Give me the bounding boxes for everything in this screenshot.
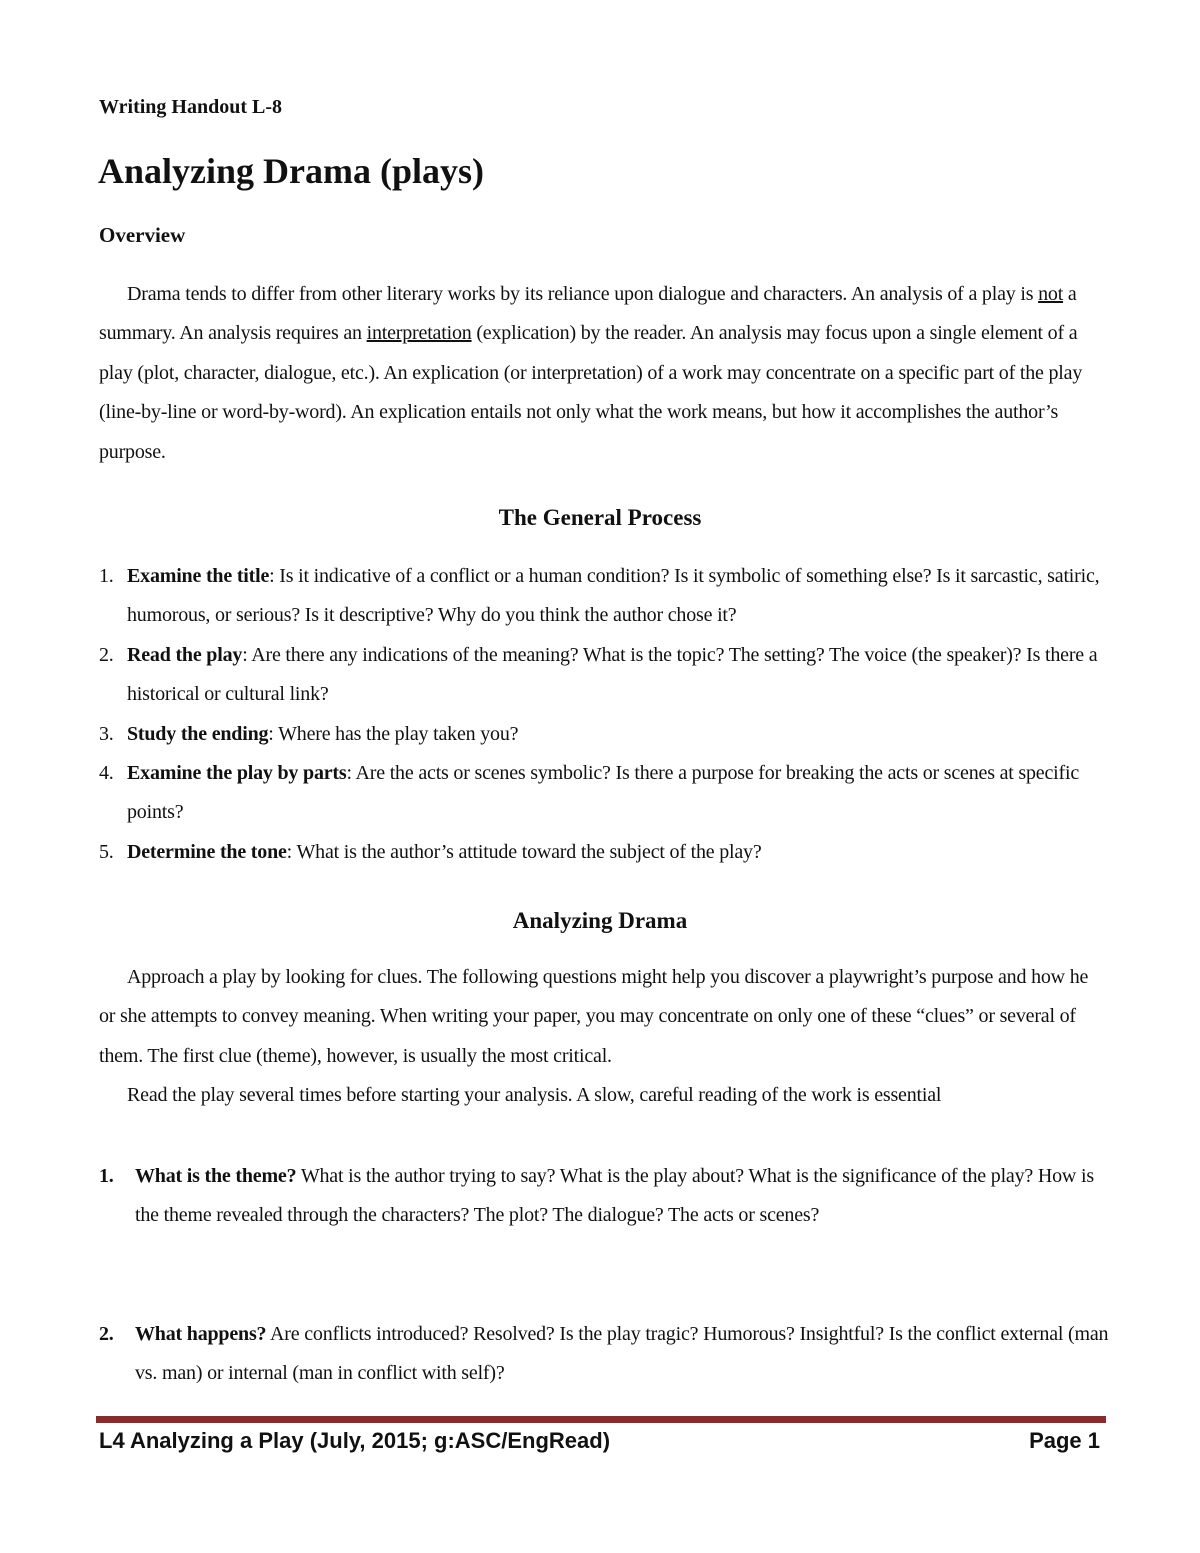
list-item-text: : Where has the play taken you? — [268, 722, 519, 745]
handout-label: Writing Handout L-8 — [99, 96, 282, 118]
list-item-text: : What is the author’s attitude toward the subject of the play? — [286, 840, 762, 863]
list-item: 5. Determine the tone: What is the author’s attitude toward the subject of the play? — [99, 840, 762, 863]
question-text: Are conflicts introduced? Resolved? Is the play tragic? Humorous? Insightful? Is the conflict external (man vs. man) or internal (man in conflict with self)? — [135, 1323, 1109, 1385]
list-item-label: Determine the tone — [127, 840, 287, 863]
question-label: What is the theme? — [135, 1165, 297, 1187]
overview-text-c: (explication) by the reader. An analysis may focus upon a single element of a play (plot, character, dialogue, etc.). An explication (or interpretation) of a work may concentrate on a specific part of the play (line-by-line or word-by-word). An explication entails not only what the work means, but how it accomplishes the author’s purpose. — [99, 322, 1083, 463]
analyzing-drama-heading: Analyzing Drama — [512, 908, 688, 933]
list-item-label: Study the ending — [127, 722, 269, 745]
analysis-question-list — [99, 1315, 1109, 1394]
list-item-label: Examine the title — [127, 565, 270, 587]
underlined-interpretation: interpretation — [366, 322, 472, 345]
reading-paragraph: Read the play several times before starting your analysis. A slow, careful reading of the work is essential — [127, 1084, 942, 1106]
list-item-text: : Are there any indications of the meaning? What is the topic? The setting? The voice (the speaker)? Is there a historical or cultural link? — [127, 643, 1098, 706]
general-process-heading: The General Process — [498, 505, 702, 530]
footer-rule — [96, 1416, 1106, 1423]
page-number: Page 1 — [1029, 1428, 1100, 1453]
list-item: 2. What happens? Are conflicts introduced? Resolved? Is the play tragic? Humorous? Insightful? Is the conflict external (man vs. man) or internal (man in conflict with self)? — [99, 1323, 1109, 1385]
analyzing-paragraph: Approach a play by looking for clues. The following questions might help you discover a playwright’s purpose and how he or she attempts to convey meaning. When writing your paper, you may concentrate on only one of these “clues” or several of them. The first clue (theme), however, is usually the most critical. — [99, 966, 1089, 1067]
list-item-label: Read the play — [127, 643, 243, 666]
list-item: 2. Read the play: Are there any indications of the meaning? What is the topic? The setting? The voice (the speaker)? Is there a historical or cultural link? — [99, 643, 1098, 706]
list-item-text: : Is it indicative of a conflict or a human condition? Is it symbolic of something else? Is it sarcastic, satiric, humorous, or serious? Is it descriptive? Why do you think the author chose it? — [127, 565, 1100, 627]
underlined-not: not — [1038, 283, 1064, 305]
overview-text-a: Drama tends to differ from other literary works by its reliance upon dialogue and characters. An analysis of a play is — [127, 283, 1039, 305]
list-item: 4. Examine the play by parts: Are the acts or scenes symbolic? Is there a purpose for breaking the acts or scenes at specific points? — [99, 762, 1080, 824]
analysis-question-list — [99, 1157, 1109, 1236]
list-item: 3. Study the ending: Where has the play taken you? — [99, 722, 519, 745]
list-item-text: : Are the acts or scenes symbolic? Is there a purpose for breaking the acts or scenes at specific points? — [127, 762, 1080, 824]
overview-paragraph — [99, 275, 1109, 472]
list-item: 1. Examine the title: Is it indicative of a conflict or a human condition? Is it symbolic of something else? Is it sarcastic, satiric, humorous, or serious? Is it descriptive? Why do you think the author chose it? — [99, 565, 1100, 627]
general-process-list — [99, 557, 1109, 872]
page-title: Analyzing Drama (plays) — [98, 151, 484, 191]
question-label: What happens? — [135, 1323, 267, 1345]
footer-document-info: L4 Analyzing a Play (July, 2015; g:ASC/EngRead) — [99, 1428, 611, 1453]
list-item: 1. What is the theme? What is the author trying to say? What is the play about? What is the significance of the play? How is the theme revealed through the characters? The plot? The dialogue? The acts or scenes? — [99, 1165, 1094, 1227]
question-text: What is the author trying to say? What is the play about? What is the significance of the play? How is the theme revealed through the characters? The plot? The dialogue? The acts or scenes? — [135, 1165, 1094, 1227]
overview-heading: Overview — [99, 223, 186, 247]
list-item-label: Examine the play by parts — [127, 762, 347, 785]
overview-text-b: a summary. An analysis requires an — [99, 283, 1077, 345]
